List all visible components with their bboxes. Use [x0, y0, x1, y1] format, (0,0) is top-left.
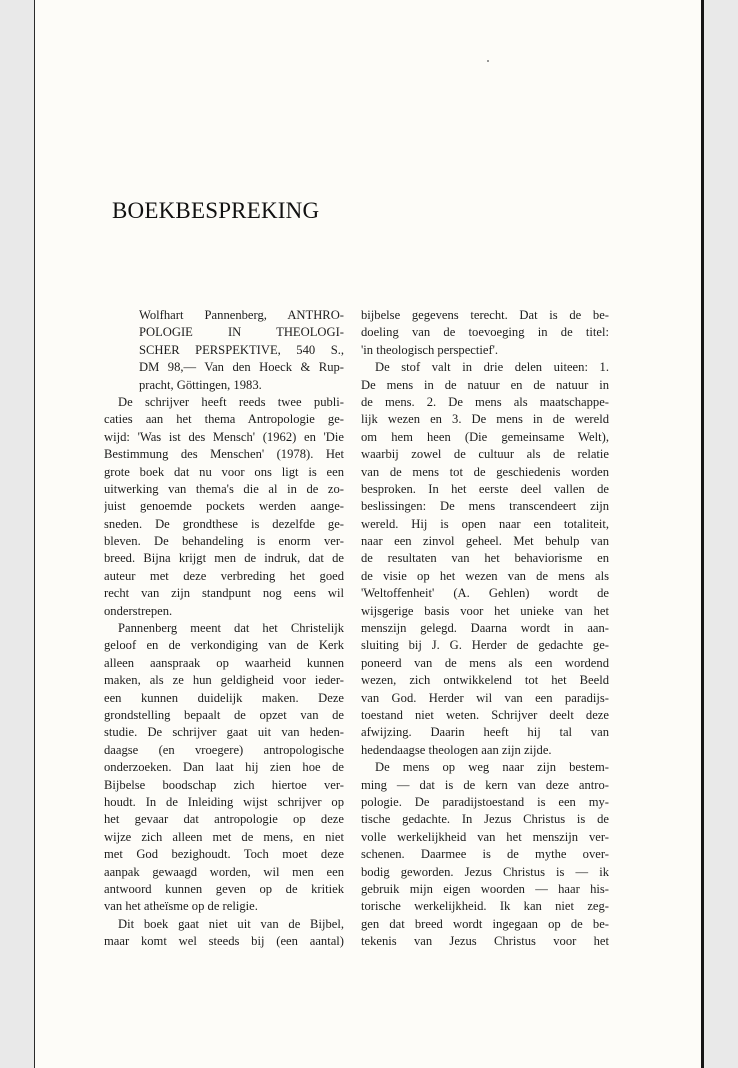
text-line: recht van zijn standpunt nog eens wil [104, 586, 344, 601]
text-line: Pannenberg meent dat het Christelijk [118, 621, 344, 636]
text-line: daagse (en vroegere) antropologische [104, 742, 344, 757]
text-line: auteur met deze verbreding het goed [104, 568, 344, 583]
text-line: toestand niet weten. Schrijver deelt deze [361, 707, 609, 722]
text-line: DM 98,— Van den Hoeck & Rup- [139, 360, 344, 375]
text-line: De mens op weg naar zijn bestem- [375, 760, 609, 775]
text-line: gebruik mijn eigen woorden — haar his- [361, 881, 609, 896]
text-line: waarbij zowel de cultuur als de relatie [361, 447, 609, 462]
text-line: De schrijver heeft reeds twee publi- [118, 394, 344, 409]
text-line: onderzoeken. Dan laat hij zien hoe de [104, 760, 344, 775]
text-line: de mens. 2. De mens als maatschappe- [361, 394, 609, 409]
text-line: maar komt wel steeds bij (een aantal) [104, 934, 344, 949]
text-line: sluiting bij J. G. Herder de gedachte ge- [361, 638, 609, 653]
text-line: van het atheïsme op de religie. [104, 899, 258, 914]
text-line: wijd: 'Was ist des Mensch' (1962) en 'Die [104, 429, 344, 444]
text-line: studie. De schrijver gaat uit van heden- [104, 725, 344, 740]
text-line: aanpak gewaagd worden, wil men een [104, 864, 344, 879]
text-line: 'Weltoffenheit' (A. Gehlen) wordt de [361, 586, 609, 601]
text-line: torische werkelijkheid. Ik kan niet zeg- [361, 899, 609, 914]
page-edge [701, 0, 704, 1068]
text-line: bleven. De behandeling is enorm ver- [104, 534, 344, 549]
text-line: van de mens tot de geschiedenis worden [361, 464, 609, 479]
text-line: pracht, Göttingen, 1983. [139, 377, 262, 392]
text-line: houdt. In de Inleiding wijst schrijver op [104, 794, 344, 809]
text-line: een kunnen duidelijk maken. Deze [104, 690, 344, 705]
text-line: De mens in de natuur en de natuur in [361, 377, 609, 392]
text-line: besproken. In het eerste deel vallen de [361, 481, 609, 496]
text-line: POLOGIE IN THEOLOGI- [139, 325, 344, 340]
text-line: volle werkelijkheid van het menszijn ver- [361, 829, 609, 844]
text-line: naar een zinvol geheel. Met behulp van [361, 534, 609, 549]
text-line: antwoord kunnen geven op de kritiek [104, 881, 344, 896]
text-line: grondstelling bepaalt de opzet van de [104, 707, 344, 722]
text-line: wijsgerige basis voor het unieke van het [361, 603, 609, 618]
text-line: pologie. De paradijstoestand is een my- [361, 794, 609, 809]
text-line: menszijn gelegd. Daarna wordt in aan- [361, 621, 609, 636]
text-line: schenen. Daarmee is de mythe over- [361, 847, 609, 862]
text-line: Bestimmung des Menschen' (1978). Het [104, 447, 344, 462]
text-line: geloof en de verkondiging van de Kerk [104, 638, 344, 653]
text-line: tekenis van Jezus Christus voor het [361, 934, 609, 949]
text-line: alleen aanspraak op waarheid kunnen [104, 655, 344, 670]
text-line: caties aan het thema Antropologie ge- [104, 412, 344, 427]
text-line: met God bezighoudt. Toch moet deze [104, 847, 344, 862]
text-line: uitwerking van thema's die al in de zo- [104, 481, 344, 496]
text-line: juist genoemde pockets werden aange- [104, 499, 344, 514]
text-line: hedendaagse theologen aan zijn zijde. [361, 742, 552, 757]
text-line: het gevaar dat antropologie op deze [104, 812, 344, 827]
text-line: grote boek dat nu voor ons ligt is een [104, 464, 344, 479]
text-line: poneerd van de mens als een wordend [361, 655, 609, 670]
text-line: wezen, zich ontwikkelend tot het Beeld [361, 673, 609, 688]
text-line: van God. Herder wil van een paradijs- [361, 690, 609, 705]
text-line: breed. Bijna krijgt men de indruk, dat de [104, 551, 344, 566]
text-line: Bijbelse boodschap zich hiertoe ver- [104, 777, 344, 792]
text-line: sneden. De grondthese is dezelfde ge- [104, 516, 344, 531]
text-line: de visie op het wezen van de mens als [361, 568, 609, 583]
text-line: bodig geworden. Jezus Christus is — ik [361, 864, 609, 879]
text-line: maken, als ze hun geldigheid voor ieder- [104, 673, 344, 688]
text-line: doeling van de toevoeging in de titel: [361, 325, 609, 340]
text-line: 'in theologisch perspectief'. [361, 342, 499, 357]
text-line: de resultaten van het behaviorisme en [361, 551, 609, 566]
text-line: lijk wezen en 3. De mens in de wereld [361, 412, 609, 427]
text-line: Wolfhart Pannenberg, ANTHRO- [139, 308, 344, 322]
text-line: beslissingen: De mens transcendeert zijn [361, 499, 609, 514]
page-title: BOEKBESPREKING [112, 198, 320, 223]
text-line: bijbelse gegevens terecht. Dat is de be- [361, 308, 609, 322]
review-column-left [104, 307, 344, 950]
text-line: Dit boek gaat niet uit van de Bijbel, [118, 916, 344, 931]
scan-speck [487, 60, 489, 62]
text-line: tische gedachte. In Jezus Christus is de [361, 812, 609, 827]
review-column-right [361, 307, 609, 950]
text-line: SCHER PERSPEKTIVE, 540 S., [139, 342, 344, 357]
text-line: gen dat breed wordt ingegaan op de be- [361, 916, 609, 931]
text-line: afwijzing. Daarin heeft hij tal van [361, 725, 609, 740]
text-line: onderstrepen. [104, 603, 173, 618]
text-line: om hem heen (Die gemeinsame Welt), [361, 429, 609, 444]
text-line: ming — dat is de kern van deze antro- [361, 777, 609, 792]
text-line: wereld. Hij is open naar een totaliteit, [361, 516, 609, 531]
text-line: De stof valt in drie delen uiteen: 1. [375, 360, 609, 375]
text-line: wijze zich alleen met de mens, en niet [104, 829, 344, 844]
